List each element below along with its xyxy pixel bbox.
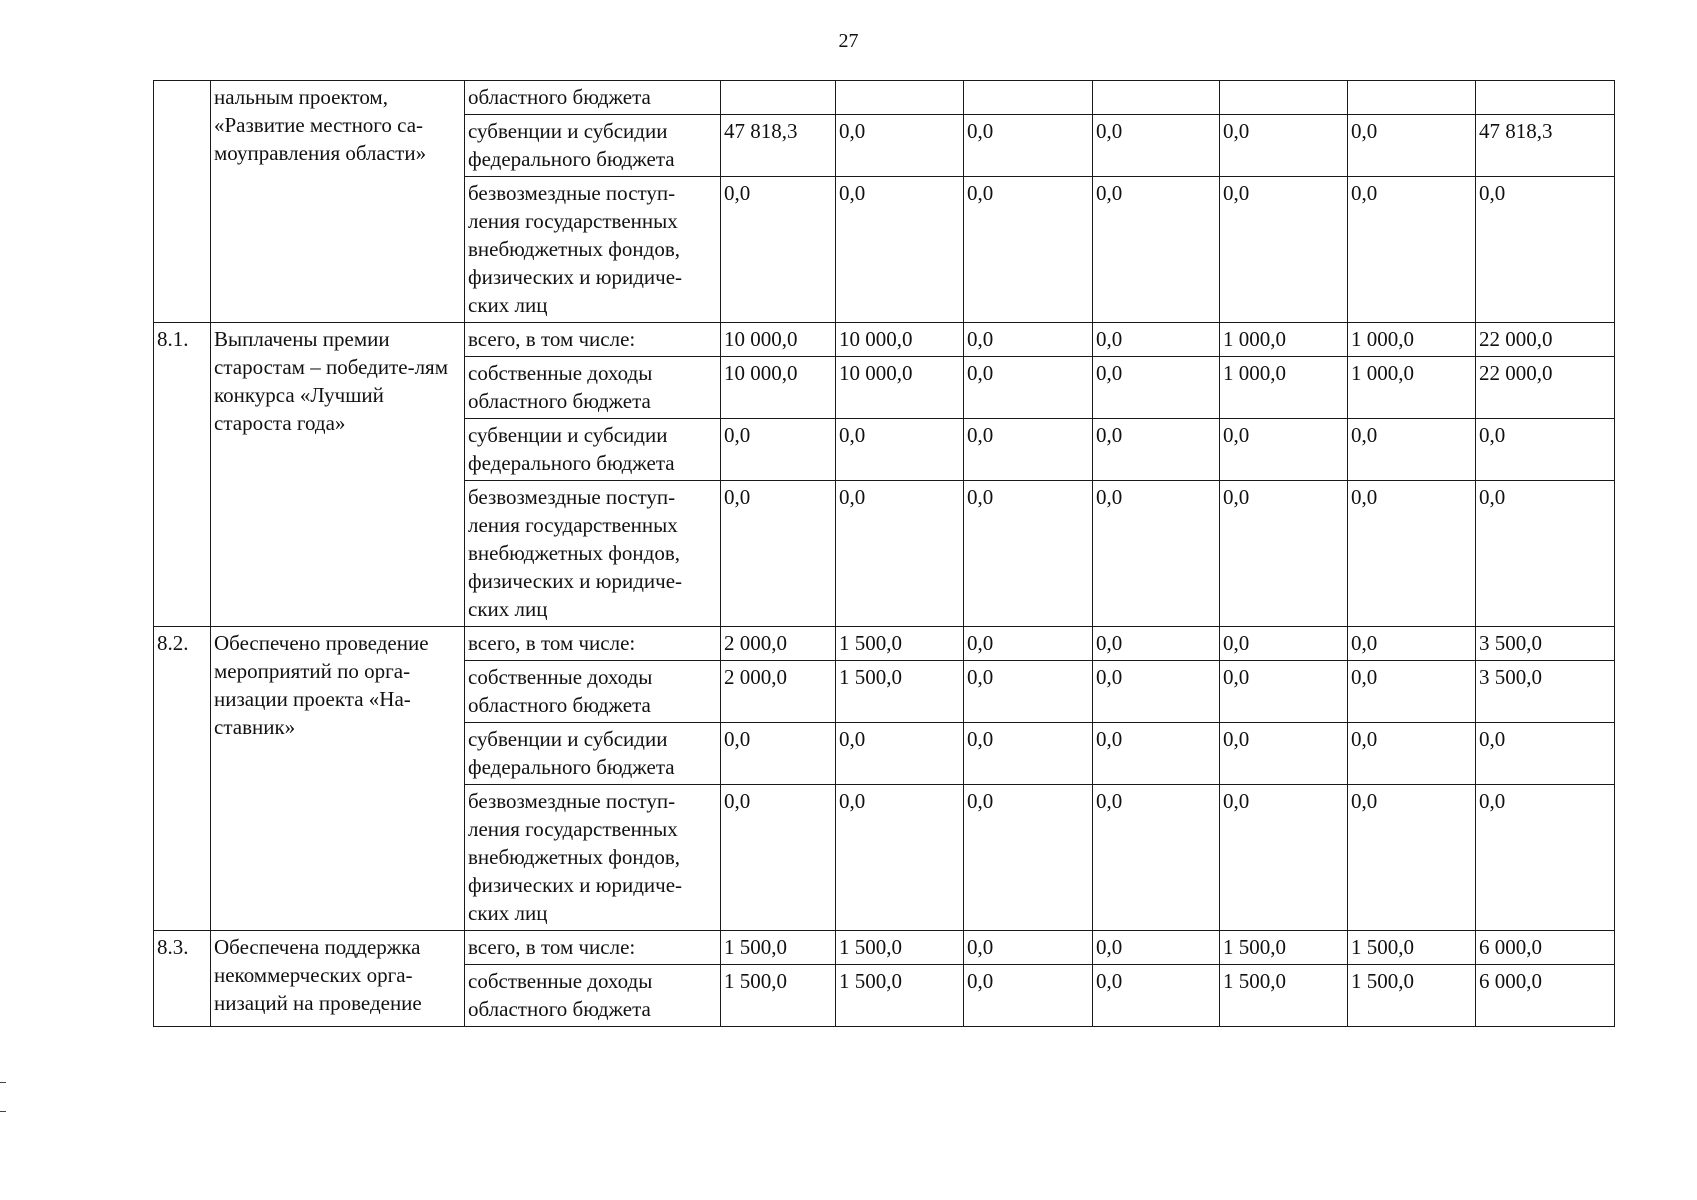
- amount-cell: 1 500,0: [836, 965, 964, 1027]
- section-number: 8.2.: [154, 627, 211, 931]
- amount-cell: 6 000,0: [1476, 965, 1615, 1027]
- amount-cell: 0,0: [1093, 323, 1220, 357]
- funding-source: собственные доходы областного бюджета: [465, 965, 721, 1027]
- funding-source: субвенции и субсидии федерального бюджета: [465, 115, 721, 177]
- amount-cell: 0,0: [836, 115, 964, 177]
- amount-cell: 10 000,0: [836, 323, 964, 357]
- amount-cell: 6 000,0: [1476, 931, 1615, 965]
- amount-cell: 0,0: [836, 785, 964, 931]
- amount-cell: 0,0: [1093, 357, 1220, 419]
- amount-cell: [836, 81, 964, 115]
- amount-cell: 0,0: [964, 419, 1093, 481]
- amount-cell: 2 000,0: [721, 661, 836, 723]
- amount-cell: 0,0: [721, 723, 836, 785]
- amount-cell: 1 500,0: [1220, 931, 1348, 965]
- amount-cell: 0,0: [1476, 785, 1615, 931]
- amount-cell: 0,0: [1476, 177, 1615, 323]
- funding-source: всего, в том числе:: [465, 627, 721, 661]
- amount-cell: 0,0: [964, 481, 1093, 627]
- amount-cell: 0,0: [1093, 965, 1220, 1027]
- table-row: [154, 931, 1615, 965]
- amount-cell: 0,0: [836, 481, 964, 627]
- amount-cell: 0,0: [1348, 177, 1476, 323]
- amount-cell: 47 818,3: [721, 115, 836, 177]
- amount-cell: 1 500,0: [836, 627, 964, 661]
- amount-cell: 1 000,0: [1348, 323, 1476, 357]
- funding-source: собственные доходы областного бюджета: [465, 357, 721, 419]
- amount-cell: 0,0: [836, 723, 964, 785]
- page-number: 27: [838, 30, 859, 52]
- funding-source: собственные доходы областного бюджета: [465, 661, 721, 723]
- funding-source: безвозмездные поступ-ления государственных внебюджетных фондов, физических и юридиче-ских лиц: [465, 177, 721, 323]
- amount-cell: 0,0: [1093, 481, 1220, 627]
- amount-cell: 0,0: [1348, 481, 1476, 627]
- table-body: [154, 81, 1615, 1027]
- amount-cell: 1 500,0: [721, 965, 836, 1027]
- amount-cell: 0,0: [1093, 177, 1220, 323]
- amount-cell: 3 500,0: [1476, 627, 1615, 661]
- scan-edge-mark: [0, 1082, 6, 1083]
- amount-cell: 0,0: [1093, 627, 1220, 661]
- amount-cell: 0,0: [721, 481, 836, 627]
- amount-cell: 0,0: [964, 177, 1093, 323]
- amount-cell: 0,0: [1093, 661, 1220, 723]
- table-row: [154, 627, 1615, 661]
- amount-cell: 0,0: [1348, 661, 1476, 723]
- amount-cell: 0,0: [836, 177, 964, 323]
- amount-cell: 0,0: [964, 357, 1093, 419]
- amount-cell: 22 000,0: [1476, 323, 1615, 357]
- amount-cell: 0,0: [721, 785, 836, 931]
- amount-cell: [1348, 81, 1476, 115]
- amount-cell: 0,0: [1348, 785, 1476, 931]
- amount-cell: 0,0: [1220, 661, 1348, 723]
- amount-cell: 1 500,0: [1348, 965, 1476, 1027]
- amount-cell: 0,0: [1220, 419, 1348, 481]
- amount-cell: 0,0: [1476, 419, 1615, 481]
- amount-cell: 0,0: [1220, 627, 1348, 661]
- amount-cell: 0,0: [964, 661, 1093, 723]
- funding-source: субвенции и субсидии федерального бюджета: [465, 419, 721, 481]
- amount-cell: 1 500,0: [1220, 965, 1348, 1027]
- amount-cell: 0,0: [1093, 785, 1220, 931]
- amount-cell: 2 000,0: [721, 627, 836, 661]
- section-title: Обеспечена поддержка некоммерческих орга-низаций на проведение: [211, 931, 465, 1027]
- section-title: Выплачены премии старостам – победите-лям конкурса «Лучший староста года»: [211, 323, 465, 627]
- section-title: Обеспечено проведение мероприятий по орга-низации проекта «На-ставник»: [211, 627, 465, 931]
- amount-cell: 47 818,3: [1476, 115, 1615, 177]
- funding-source: всего, в том числе:: [465, 931, 721, 965]
- amount-cell: 0,0: [836, 419, 964, 481]
- section-number: 8.1.: [154, 323, 211, 627]
- funding-source: областного бюджета: [465, 81, 721, 115]
- amount-cell: 0,0: [964, 931, 1093, 965]
- scan-edge-mark: [0, 1111, 6, 1112]
- amount-cell: 0,0: [1348, 723, 1476, 785]
- amount-cell: 0,0: [1348, 627, 1476, 661]
- amount-cell: 0,0: [1476, 481, 1615, 627]
- amount-cell: 0,0: [1220, 723, 1348, 785]
- amount-cell: 1 000,0: [1220, 357, 1348, 419]
- amount-cell: 0,0: [1093, 419, 1220, 481]
- amount-cell: [721, 81, 836, 115]
- amount-cell: 1 000,0: [1220, 323, 1348, 357]
- amount-cell: 10 000,0: [721, 323, 836, 357]
- amount-cell: 1 500,0: [1348, 931, 1476, 965]
- amount-cell: 0,0: [964, 115, 1093, 177]
- amount-cell: 0,0: [721, 177, 836, 323]
- amount-cell: 0,0: [1348, 419, 1476, 481]
- section-number: [154, 81, 211, 323]
- amount-cell: 22 000,0: [1476, 357, 1615, 419]
- amount-cell: [964, 81, 1093, 115]
- amount-cell: 0,0: [721, 419, 836, 481]
- amount-cell: 0,0: [1476, 723, 1615, 785]
- table-row: [154, 323, 1615, 357]
- funding-source: безвозмездные поступ-ления государственных внебюджетных фондов, физических и юридиче-ских лиц: [465, 481, 721, 627]
- amount-cell: 1 500,0: [836, 931, 964, 965]
- amount-cell: 0,0: [964, 627, 1093, 661]
- section-number: 8.3.: [154, 931, 211, 1027]
- funding-source: безвозмездные поступ-ления государственных внебюджетных фондов, физических и юридиче-ских лиц: [465, 785, 721, 931]
- amount-cell: [1220, 81, 1348, 115]
- funding-source: субвенции и субсидии федерального бюджета: [465, 723, 721, 785]
- amount-cell: 0,0: [1220, 481, 1348, 627]
- budget-table: [153, 80, 1615, 1027]
- section-title: нальным проектом, «Развитие местного са-моуправления области»: [211, 81, 465, 323]
- amount-cell: 0,0: [1093, 931, 1220, 965]
- amount-cell: 3 500,0: [1476, 661, 1615, 723]
- amount-cell: 0,0: [964, 723, 1093, 785]
- amount-cell: 1 500,0: [721, 931, 836, 965]
- amount-cell: 10 000,0: [836, 357, 964, 419]
- amount-cell: 10 000,0: [721, 357, 836, 419]
- amount-cell: 0,0: [1220, 177, 1348, 323]
- amount-cell: 0,0: [1093, 115, 1220, 177]
- amount-cell: [1093, 81, 1220, 115]
- amount-cell: 0,0: [964, 785, 1093, 931]
- amount-cell: 1 000,0: [1348, 357, 1476, 419]
- amount-cell: 0,0: [1348, 115, 1476, 177]
- table-row: [154, 81, 1615, 115]
- amount-cell: 0,0: [1220, 785, 1348, 931]
- amount-cell: 0,0: [964, 323, 1093, 357]
- amount-cell: 0,0: [964, 965, 1093, 1027]
- amount-cell: 1 500,0: [836, 661, 964, 723]
- amount-cell: 0,0: [1220, 115, 1348, 177]
- funding-source: всего, в том числе:: [465, 323, 721, 357]
- amount-cell: [1476, 81, 1615, 115]
- amount-cell: 0,0: [1093, 723, 1220, 785]
